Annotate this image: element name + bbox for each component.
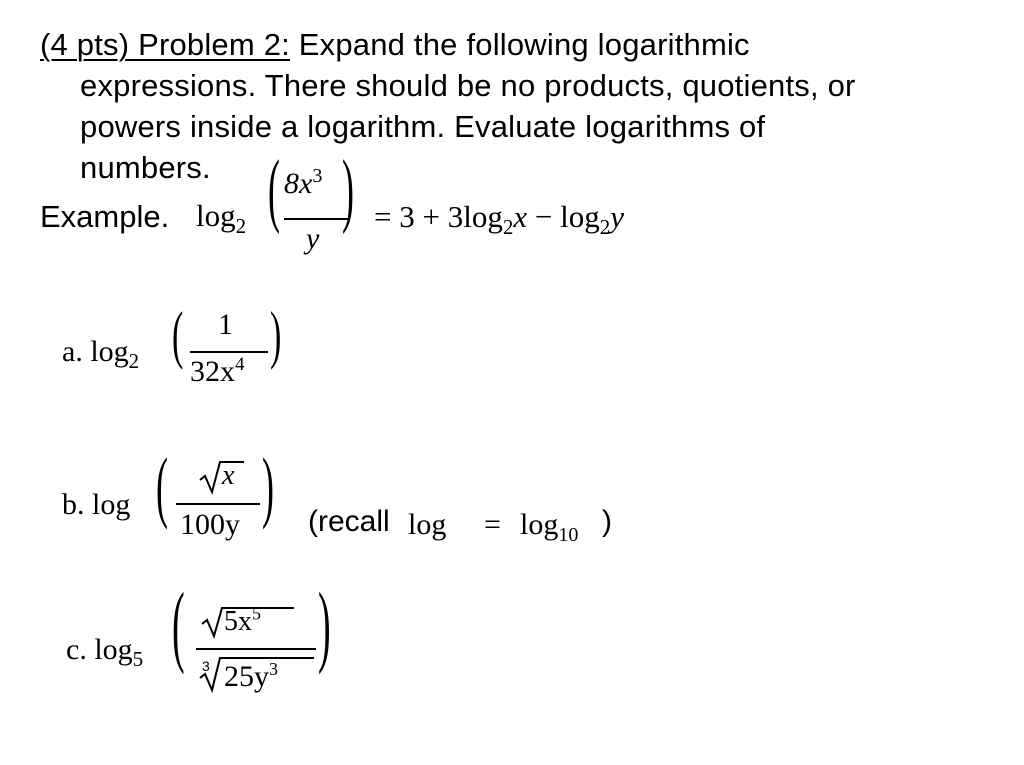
item-b-numerator: x <box>222 460 235 491</box>
heading-line-4: numbers. <box>80 150 211 185</box>
fraction-bar <box>284 218 348 220</box>
right-paren: ) <box>318 575 331 677</box>
example-denominator: y <box>306 222 320 255</box>
problem-heading <box>40 24 1000 188</box>
right-paren: ) <box>262 442 274 530</box>
left-paren: ( <box>172 575 185 677</box>
problem-number: (4 pts) Problem 2: <box>40 27 290 62</box>
fraction-bar <box>190 351 268 353</box>
item-a-denominator: $32x^4$ <box>190 354 245 388</box>
item-c-numerator: $5x^5$ <box>224 603 261 637</box>
fraction-bar <box>196 648 316 650</box>
recall-log10: $\log_{10}$ <box>520 508 579 546</box>
example-label: Example. <box>40 199 170 234</box>
item-a-numerator: 1 <box>218 308 233 341</box>
right-paren: ) <box>270 300 282 372</box>
item-b-denominator: 100y <box>180 508 240 541</box>
item-a-label: a. $\log_2$ <box>62 335 140 373</box>
fraction-bar <box>176 503 260 505</box>
item-c-denominator: $25y^3$ <box>224 659 278 693</box>
heading-text-1: Expand the following logarithmic <box>289 27 750 62</box>
recall-log: log <box>408 508 447 541</box>
example-numerator: $8x^3$ <box>284 165 323 200</box>
right-paren: ) <box>342 143 354 235</box>
heading-line-1 <box>40 24 1000 65</box>
left-paren: ( <box>156 442 168 530</box>
item-c-label: c. $\log_5$ <box>66 633 144 671</box>
heading-line-2: expressions. There should be no products, quotients, or <box>80 68 856 103</box>
item-b-label: b. log <box>62 488 131 521</box>
left-paren: ( <box>172 300 184 372</box>
left-paren: ( <box>268 143 280 235</box>
recall-close: ) <box>602 505 612 538</box>
heading-line-3: powers inside a logarithm. Evaluate logarithms of <box>80 109 766 144</box>
example-log: $\log_2$ <box>196 198 247 239</box>
root-index: 3 <box>202 658 210 674</box>
recall-text: (recall <box>308 505 390 538</box>
example-rhs: = $3 + 3\log_2x - \log_2y$ <box>374 199 624 240</box>
recall-equals: = <box>484 508 501 541</box>
